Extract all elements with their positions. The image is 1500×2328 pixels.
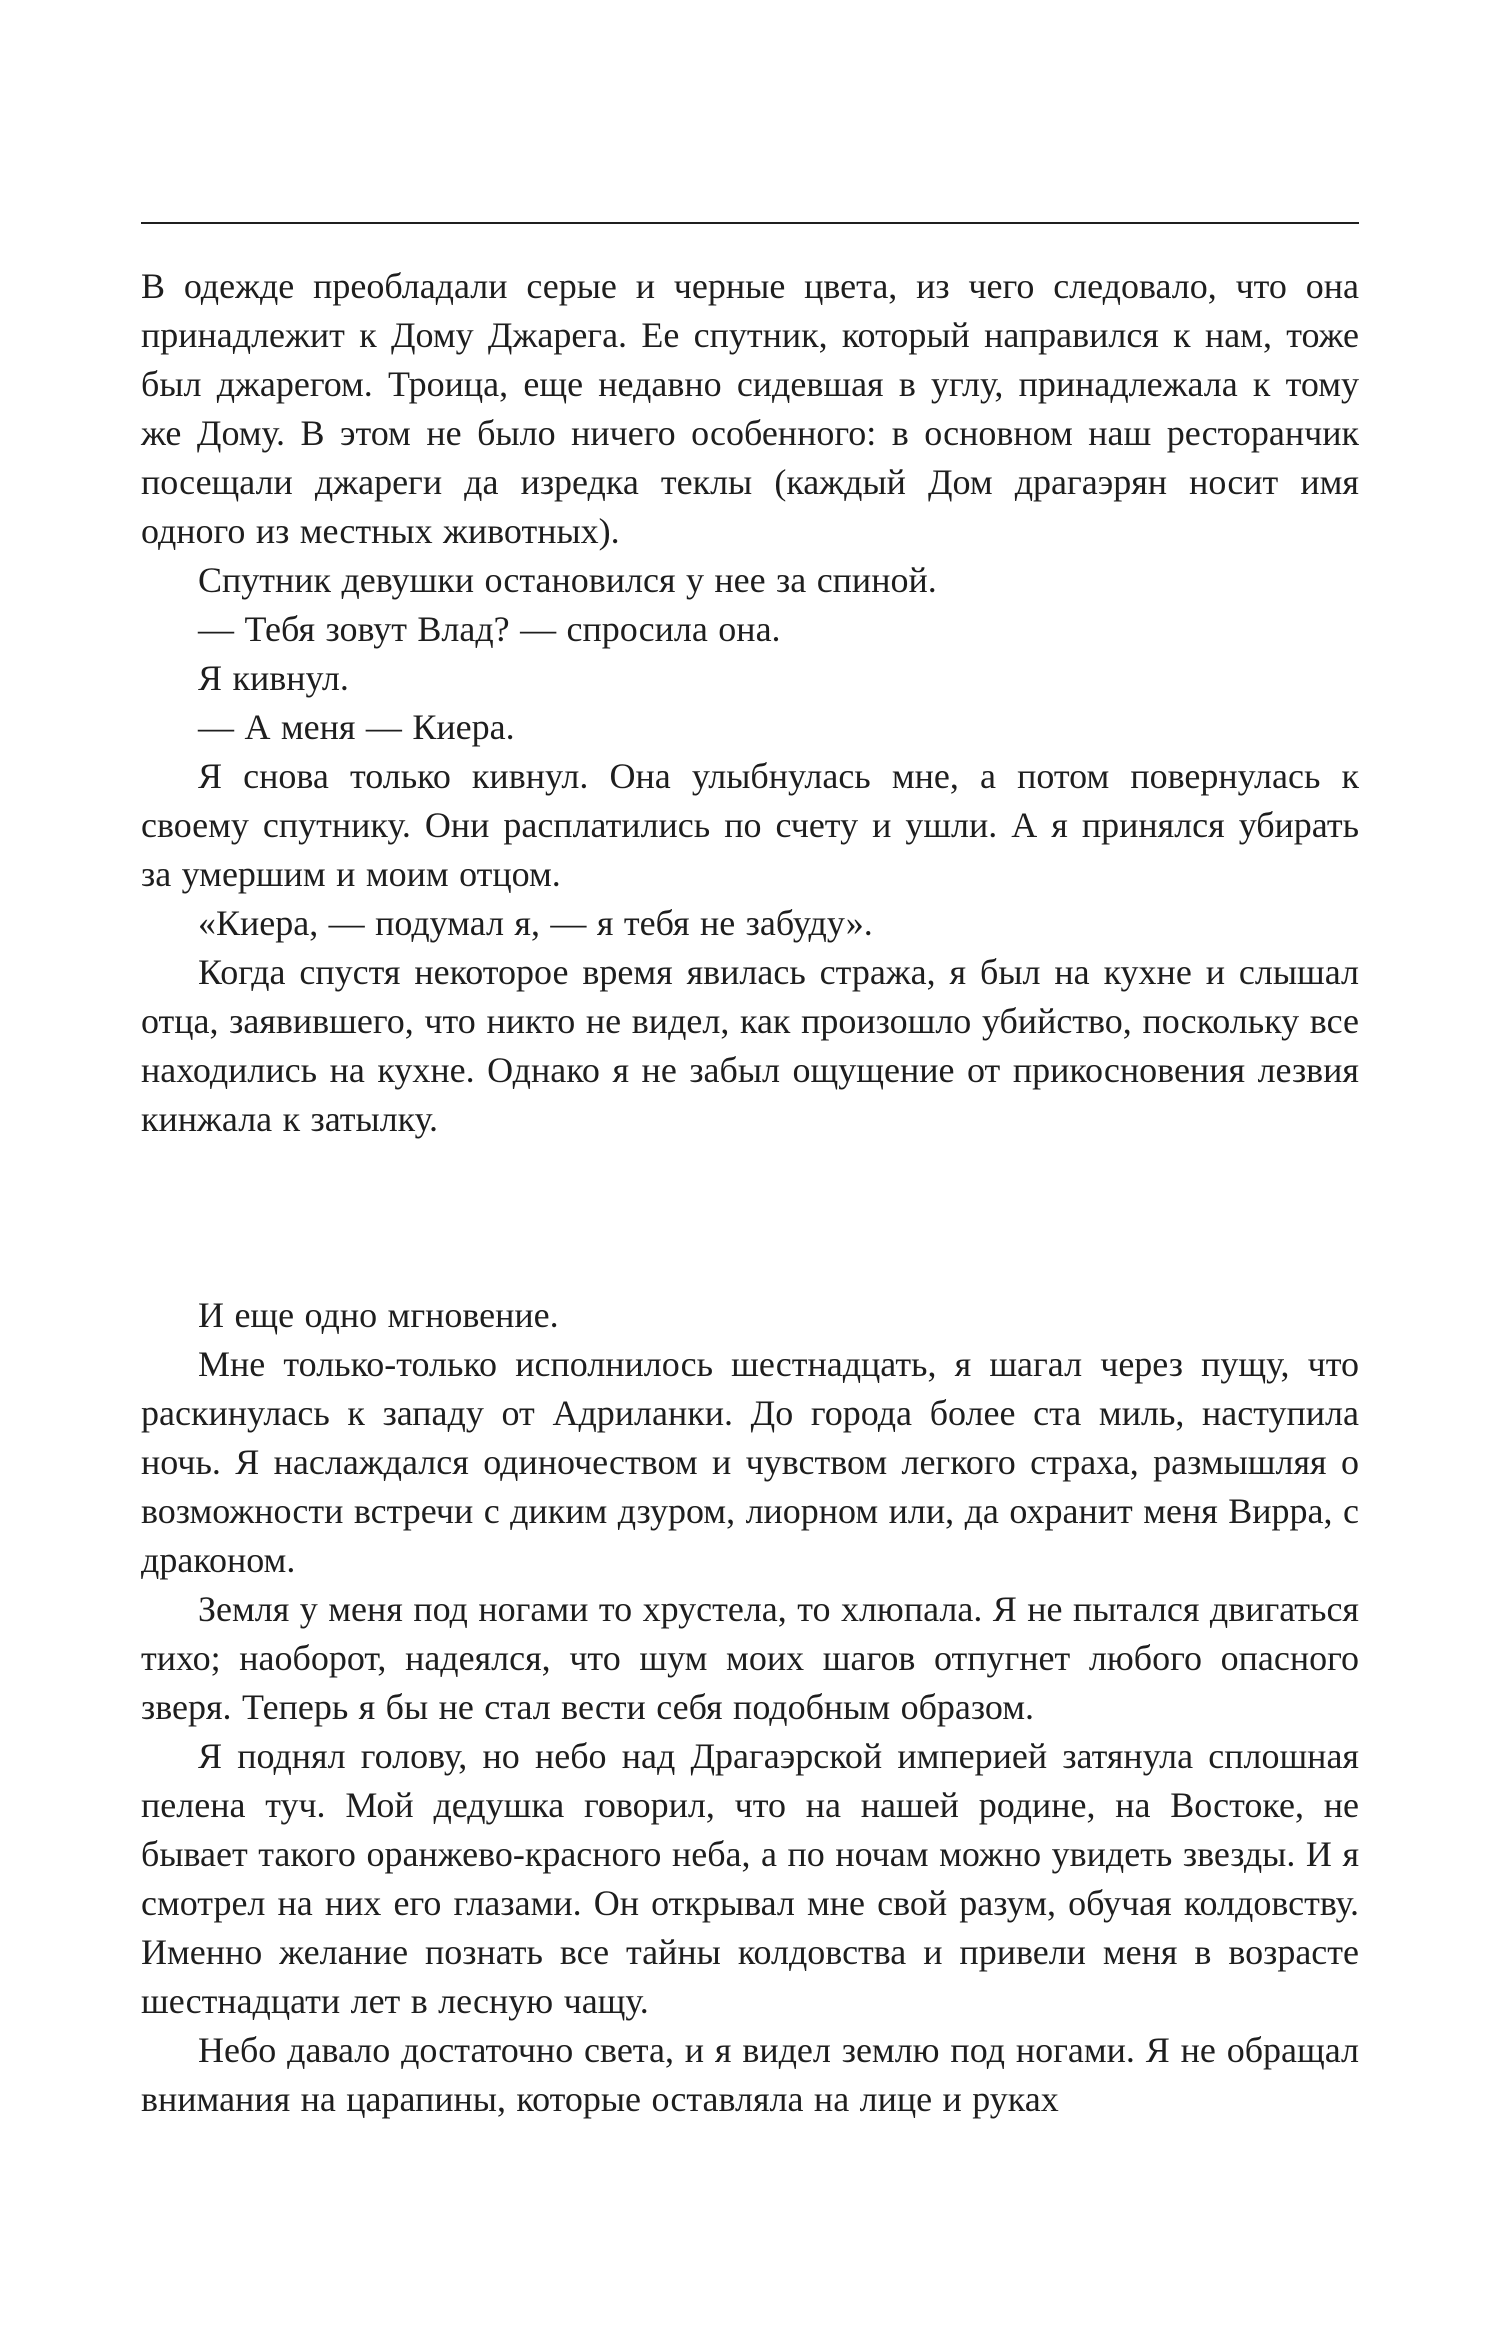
paragraph: Когда спустя некоторое время явилась стража, я был на кухне и слышал отца, заявившего, что никто не видел, как произошло убийство, поскольку все находились на кухне. Однако я не забыл ощущение от прикосновения лезвия кинжала к затылку. [141,952,1359,1139]
paragraph: Я поднял голову, но небо над Драгаэрской империей затянула сплошная пелена туч. Мой дедушка говорил, что на нашей родине, на Востоке, не бывает такого оранжево-красного неба, а по ночам можно увидеть звезды. И я смотрел на них его глазами. Он открывал мне свой разум, обучая колдовству. Именно желание познать все тайны колдовства и привели меня в возрасте шестнадцати лет в лесную чащу. [141,1736,1359,2021]
body-text [141,262,1359,2124]
dialogue-line: — Тебя зовут Влад? — спросила она. [198,609,781,649]
dialogue-line: — А меня — Киера. [198,707,515,747]
paragraph: Я кивнул. [198,658,349,698]
paragraph: И еще одно мгновение. [198,1295,559,1335]
header-rule [141,222,1359,224]
paragraph: Небо давало достаточно света, и я видел землю под ногами. Я не обращал внимания на царапины, которые оставляла на лице и руках [141,2030,1359,2119]
paragraph: Спутник девушки остановился у нее за спиной. [198,560,937,600]
paragraph: В одежде преобладали серые и черные цвета, из чего следовало, что она принадлежит к Дому Джарега. Ее спутник, который направился к нам, тоже был джарегом. Троица, еще недавно сидевшая в углу, принадлежала к тому же Дому. В этом не было ничего особенного: в основном наш ресторанчик посещали джареги да изредка теклы (каждый Дом драгаэрян носит имя одного из местных животных). [141,266,1359,551]
paragraph: Земля у меня под ногами то хрустела, то хлюпала. Я не пытался двигаться тихо; наоборот, надеялся, что шум моих шагов отпугнет любого опасного зверя. Теперь я бы не стал вести себя подобным образом. [141,1589,1359,1727]
paragraph: «Киера, — подумал я, — я тебя не забуду». [198,903,873,943]
paragraph: Я снова только кивнул. Она улыбнулась мне, а потом повернулась к своему спутнику. Они расплатились по счету и ушли. А я принялся убирать за умершим и моим отцом. [141,756,1359,894]
paragraph: Мне только-только исполнилось шестнадцать, я шагал через пущу, что раскинулась к западу от Адриланки. До города более ста миль, наступила ночь. Я наслаждался одиночеством и чувством легкого страха, размышляя о возможности встречи с диким дзуром, лиорном или, да охранит меня Вирра, с драконом. [141,1344,1359,1580]
